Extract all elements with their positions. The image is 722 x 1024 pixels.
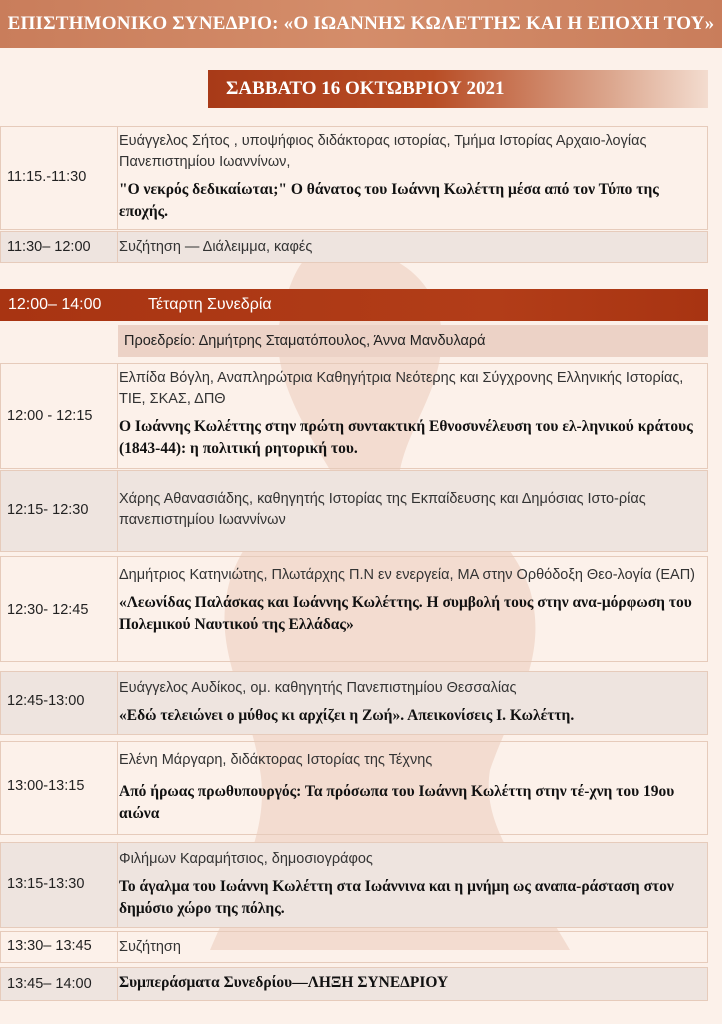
closing-note: Συμπεράσματα Συνεδρίου—ΛΗΞΗ ΣΥΝΕΔΡΙΟΥ	[119, 974, 449, 991]
speaker: Φιλήμων Καραμήτσιος, δημοσιογράφος	[119, 851, 373, 867]
break-note: Συζήτηση — Διάλειμμα, καφές	[119, 239, 313, 255]
schedule-row	[0, 231, 708, 263]
speaker: Δημήτριος Κατηνιώτης, Πλωτάρχης Π.Ν εν ενεργεία, ΜΑ στην Ορθόδοξη Θεο-λογία (ΕΑΠ)	[119, 567, 696, 583]
schedule-row	[0, 363, 708, 469]
speaker: Χάρης Αθανασιάδης, καθηγητής Ιστορίας της Εκπαίδευσης και Δημόσιας Ιστο-ρίας πανεπιστημίου Ιωαννίνων	[119, 491, 646, 528]
talk-title: Από ήρωας πρωθυπουργός: Τα πρόσωπα του Ιωάννη Κωλέττη στην τέ-χνη του 19ου αιώνα	[119, 783, 675, 822]
schedule-row	[0, 931, 708, 963]
time-slot: 12:45-13:00	[7, 693, 85, 709]
time-slot: 12:00 - 12:15	[7, 408, 93, 424]
time-slot: 13:30– 13:45	[7, 938, 92, 954]
talk-title: Ο Ιωάννης Κωλέττης στην πρώτη συντακτική Εθνοσυνέλευση του ελ-ληνικού κράτους (1843-44): η πολιτική ρητορική του.	[119, 418, 693, 457]
session-time: 12:00– 14:00	[8, 296, 102, 313]
time-slot: 13:15-13:30	[7, 876, 85, 892]
speaker: Ελένη Μάργαρη, διδάκτορας Ιστορίας της Τέχνης	[119, 752, 433, 768]
time-slot: 12:30- 12:45	[7, 602, 89, 618]
conference-title: ΕΠΙΣΤΗΜΟΝΙΚΟ ΣΥΝΕΔΡΙΟ: «Ο ΙΩΑΝΝΗΣ ΚΩΛΕΤΤΗΣ ΚΑΙ Η ΕΠΟΧΗ ΤΟΥ»	[7, 13, 715, 34]
speaker: Ευάγγελος Αυδίκος, ομ. καθηγητής Πανεπιστημίου Θεσσαλίας	[119, 680, 517, 696]
talk-title: "Ο νεκρός δεδικαίωται;" Ο θάνατος του Ιωάννη Κωλέττη μέσα από τον Τύπο της εποχής.	[119, 181, 659, 220]
schedule-row	[0, 842, 708, 928]
time-slot: 11:30– 12:00	[7, 239, 91, 255]
talk-title: «Λεωνίδας Παλάσκας και Ιωάννης Κωλέττης. Η συμβολή τους στην ανα-μόρφωση του Πολεμικού Ναυτικού της Ελλάδας»	[119, 594, 692, 633]
session-header	[0, 289, 708, 321]
schedule-row	[0, 470, 708, 552]
time-slot: 13:45– 14:00	[7, 976, 92, 992]
date-label: ΣΑΒΒΑΤΟ 16 ΟΚΤΩΒΡΙΟΥ 2021	[226, 78, 505, 99]
date-banner	[208, 70, 708, 108]
schedule-row	[0, 556, 708, 662]
time-slot: 13:00-13:15	[7, 778, 85, 794]
talk-title: Το άγαλμα του Ιωάννη Κωλέττη στα Ιωάννινα και η μνήμη ως αναπα-ράσταση στον δημόσιο χώρο της πόλης.	[119, 878, 674, 917]
speaker: Ελπίδα Βόγλη, Αναπληρώτρια Καθηγήτρια Νεότερης και Σύγχρονης Ελληνικής Ιστορίας, ΤΙΕ, ΣΚΑΣ, ΔΠΘ	[119, 370, 684, 407]
discussion-note: Συζήτηση	[119, 939, 181, 955]
conference-title-banner	[0, 0, 722, 48]
time-slot: 11:15.-11:30	[7, 169, 87, 185]
session-chairs: Προεδρείο: Δημήτρης Σταματόπουλος, Άννα Μανδυλαρά	[118, 325, 708, 357]
schedule-row	[0, 671, 708, 735]
schedule-row	[0, 126, 708, 230]
time-slot: 12:15- 12:30	[7, 502, 89, 518]
schedule-row	[0, 967, 708, 1001]
speaker: Ευάγγελος Σήτος , υποψήφιος διδάκτορας ιστορίας, Τμήμα Ιστορίας Αρχαιο-λογίας Πανεπιστημίου Ιωαννίνων,	[119, 133, 647, 170]
session-name: Τέταρτη Συνεδρία	[148, 296, 272, 313]
talk-title: «Εδώ τελειώνει ο μύθος κι αρχίζει η Ζωή». Απεικονίσεις Ι. Κωλέττη.	[119, 707, 575, 724]
schedule-row	[0, 741, 708, 835]
